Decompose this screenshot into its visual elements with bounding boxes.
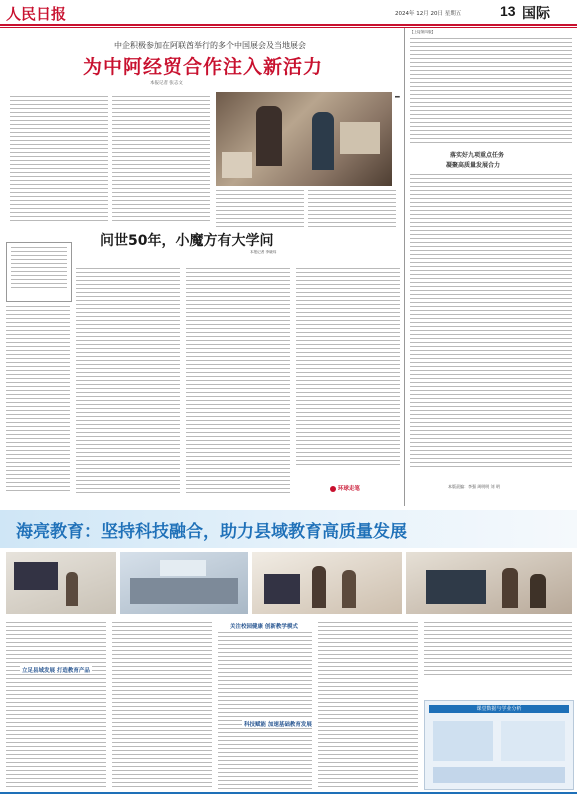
article1-body-col5 — [308, 190, 396, 230]
feature-col1 — [6, 622, 106, 792]
photo-caption: ▌ — [395, 96, 400, 100]
article2-col1 — [6, 306, 70, 496]
classroom-photo-3 — [252, 552, 402, 614]
screen-panel-bottom — [433, 767, 565, 783]
issue-date: 2024年 12月 20日 星期五 — [395, 11, 462, 17]
page-number: 13 — [500, 3, 516, 19]
sidebar-tag: 【上接第四版】 — [410, 30, 436, 34]
masthead-rule-thin — [0, 27, 577, 28]
article1-body-col2 — [112, 96, 210, 226]
article2-col4 — [296, 268, 400, 468]
article2-col3 — [186, 268, 290, 496]
column-divider — [404, 28, 405, 506]
feature-col4 — [318, 622, 418, 792]
feature-col2 — [112, 622, 212, 792]
article1-body-col1 — [10, 96, 108, 226]
article2-byline: 本报记者 李晓玮 — [250, 250, 277, 254]
sidebar-body-main — [410, 174, 572, 472]
classroom-photo-2 — [120, 552, 248, 614]
sidebar-subhead-2: 凝聚高质量发展合力 — [446, 162, 501, 169]
newspaper-logo: 人民日报 — [6, 5, 67, 23]
column-logo-text: 环球走笔 — [337, 486, 360, 492]
feature-headline: 海亮教育：坚持科技融合，助力县域教育高质量发展 — [16, 522, 407, 542]
sidebar-body-top — [410, 38, 572, 146]
article1-body-col4 — [216, 190, 304, 230]
feature-section-1: 立足县域发展 打造教育产品 — [22, 668, 90, 674]
article1-kicker: 中企积极参加在阿联酋举行的多个中国展会及当地展会 — [114, 41, 306, 50]
section-name: 国际 — [522, 6, 550, 22]
feature-col3 — [218, 632, 312, 792]
masthead-rule — [0, 24, 577, 26]
expo-photo — [216, 92, 392, 186]
article2-lead-box — [6, 242, 72, 302]
screen-title: 课堂数据与学业分析 — [429, 705, 569, 713]
classroom-photo-1 — [6, 552, 116, 614]
column-logo — [330, 484, 360, 492]
feature-section-2: 关注校园健康 创新教学模式 — [230, 624, 298, 630]
feature-col5 — [424, 622, 572, 678]
article1-headline: 为中阿经贸合作注入新活力 — [82, 56, 323, 78]
sidebar-subhead-1: 落实好九项重点任务 — [450, 152, 505, 159]
classroom-data-screen — [424, 700, 574, 790]
article2-headline: 问世50年，小魔方有大学问 — [100, 233, 274, 249]
sidebar-footer: 本版责编：李强 周明明 刘 明 — [448, 484, 500, 489]
article2-col2 — [76, 268, 180, 496]
feature-bottom-rule — [0, 792, 577, 794]
classroom-photo-4 — [406, 552, 572, 614]
article1-byline: 本报记者 张志文 — [150, 81, 183, 86]
screen-panel-right — [501, 721, 565, 761]
screen-panel-left — [433, 721, 493, 761]
feature-section-3: 科技赋能 加速基础教育发展 — [244, 722, 312, 728]
globe-icon — [330, 486, 336, 492]
